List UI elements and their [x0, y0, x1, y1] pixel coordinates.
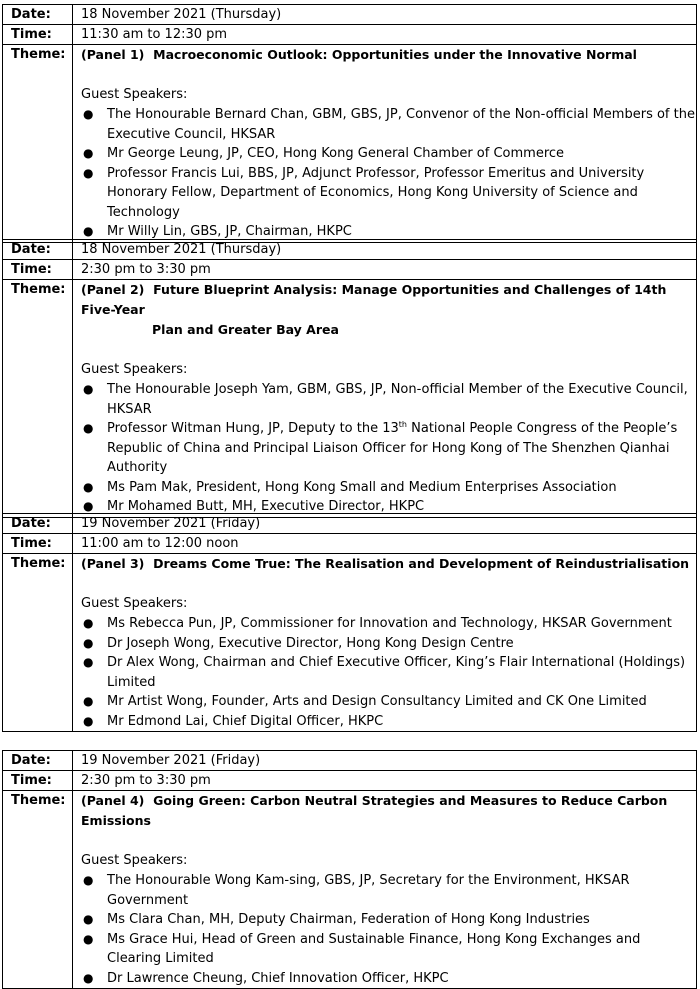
panel-3-date: 19 November 2021 (Friday) [73, 514, 697, 534]
panel-3-title [81, 554, 696, 574]
panel-3-speaker-list [81, 614, 696, 731]
panel-4-time: 2:30 pm to 3:30 pm [73, 771, 697, 791]
time-label: Time: [3, 260, 73, 280]
bullet-icon: ● [83, 912, 94, 926]
speaker-item: ● The Honourable Joseph Yam, GBM, GBS, JP, Non-official Member of the Executive Council, HKSAR [83, 382, 688, 417]
bullet-icon: ● [83, 224, 94, 238]
speaker-item: ● Dr Alex Wong, Chairman and Chief Executive Officer, King’s Flair International (Holdings) Limited [83, 655, 686, 690]
bullet-icon: ● [83, 382, 94, 396]
guest-speakers-label: Guest Speakers: [81, 87, 188, 102]
theme-label: Theme: [3, 791, 73, 989]
bullet-icon: ● [83, 479, 94, 494]
bullet-icon: ● [83, 873, 94, 887]
bullet-icon: ● [83, 421, 94, 435]
guest-speakers-label: Guest Speakers: [81, 596, 188, 611]
theme-label: Theme: [3, 45, 73, 243]
panel-1-number: (Panel 1) [81, 47, 145, 62]
date-label: Date: [3, 5, 73, 25]
bullet-icon: ● [83, 931, 94, 946]
speaker-item: ● Mr Mohamed Butt, MH, Executive Director, HKPC [81, 497, 696, 517]
panel-3-table [2, 513, 697, 732]
panel-2-table [2, 239, 697, 518]
panel-1-time: 11:30 am to 12:30 pm [73, 25, 697, 45]
bullet-icon: ● [83, 146, 94, 160]
bullet-icon: ● [83, 655, 94, 669]
panel-4-title [81, 791, 696, 831]
speaker-item: ● Dr Joseph Wong, Executive Director, Hong Kong Design Centre [81, 634, 696, 654]
theme-label: Theme: [3, 280, 73, 518]
panel-1-table [2, 4, 697, 243]
panel-4-table [2, 750, 697, 989]
speaker-item: ● The Honourable Bernard Chan, GBM, GBS, JP, Convenor of the Non-official Members of the Executive Council, HKSAR [83, 107, 695, 142]
panel-3-title-text: Dreams Come True: The Realisation and Development of Reindustrialisation [153, 556, 690, 571]
date-label: Date: [3, 514, 73, 534]
speaker-item: ● Dr Lawrence Cheung, Chief Innovation Officer, HKPC [81, 969, 696, 989]
speaker-item: ● Ms Grace Hui, Head of Green and Sustainable Finance, Hong Kong Exchanges and Clearing Limited [83, 931, 641, 966]
speaker-item: ● Professor Francis Lui, BBS, JP, Adjunct Professor, Professor Emeritus and University Honorary Fellow, Department of Economics, Hong Kong University of Science and Technology [83, 165, 645, 220]
speaker-item: ● Ms Rebecca Pun, JP, Commissioner for Innovation and Technology, HKSAR Government [81, 614, 696, 634]
panel-1-speaker-list [81, 105, 696, 242]
guest-speakers-label: Guest Speakers: [81, 362, 188, 377]
panel-2-theme [73, 280, 697, 518]
time-label: Time: [3, 534, 73, 554]
speaker-item: ● Mr George Leung, JP, CEO, Hong Kong General Chamber of Commerce [81, 144, 696, 164]
panel-4-theme [73, 791, 697, 989]
theme-label: Theme: [3, 554, 73, 732]
bullet-icon: ● [83, 635, 94, 650]
panel-4-title-text: Going Green: Carbon Neutral Strategies and Measures to Reduce Carbon Emissions [81, 793, 668, 828]
bullet-icon: ● [83, 694, 94, 708]
speaker-item: ● The Honourable Wong Kam-sing, GBS, JP, Secretary for the Environment, HKSAR Government [83, 873, 630, 908]
panel-1-title [81, 45, 696, 65]
date-label: Date: [3, 240, 73, 260]
panel-1-title-text: Macroeconomic Outlook: Opportunities under the Innovative Normal [153, 47, 637, 62]
bullet-icon: ● [83, 107, 94, 121]
panel-4-speaker-list [81, 871, 696, 988]
panel-2-title-line-1: Future Blueprint Analysis: Manage Opportunities and Challenges of 14th Five-Year [81, 282, 667, 317]
speaker-item: ● Ms Clara Chan, MH, Deputy Chairman, Federation of Hong Kong Industries [81, 910, 696, 930]
speaker-item: ● Professor Witman Hung, JP, Deputy to the 13th National People Congress of the People’s Republic of China and Principal Liaison Officer for Hong Kong of The Shenzhen Qianhai Authority [83, 420, 678, 475]
bullet-icon: ● [83, 499, 94, 513]
guest-speakers-label: Guest Speakers: [81, 853, 188, 868]
bullet-icon: ● [83, 713, 94, 728]
speaker-item: ● Mr Artist Wong, Founder, Arts and Design Consultancy Limited and CK One Limited [81, 692, 696, 712]
bullet-icon: ● [83, 970, 94, 985]
panel-3-time: 11:00 am to 12:00 noon [73, 534, 697, 554]
speaker-item: ● Mr Willy Lin, GBS, JP, Chairman, HKPC [81, 222, 696, 242]
speaker-item: ● Ms Pam Mak, President, Hong Kong Small and Medium Enterprises Association [81, 478, 696, 498]
date-label: Date: [3, 751, 73, 771]
bullet-icon: ● [83, 165, 94, 180]
panel-4-date: 19 November 2021 (Friday) [73, 751, 697, 771]
panel-2-number: (Panel 2) [81, 282, 145, 297]
bullet-icon: ● [83, 616, 94, 630]
time-label: Time: [3, 25, 73, 45]
panel-2-time: 2:30 pm to 3:30 pm [73, 260, 697, 280]
panel-2-title-line-2: Plan and Greater Bay Area [152, 322, 339, 337]
speaker-item: ● Mr Edmond Lai, Chief Digital Officer, HKPC [81, 712, 696, 732]
panel-2-speaker-list [81, 380, 696, 517]
panel-1-date: 18 November 2021 (Thursday) [73, 5, 697, 25]
panel-3-number: (Panel 3) [81, 556, 145, 571]
panel-4-number: (Panel 4) [81, 793, 145, 808]
panel-2-title [81, 280, 696, 340]
panel-1-theme [73, 45, 697, 243]
time-label: Time: [3, 771, 73, 791]
panel-3-theme [73, 554, 697, 732]
panel-2-date: 18 November 2021 (Thursday) [73, 240, 697, 260]
